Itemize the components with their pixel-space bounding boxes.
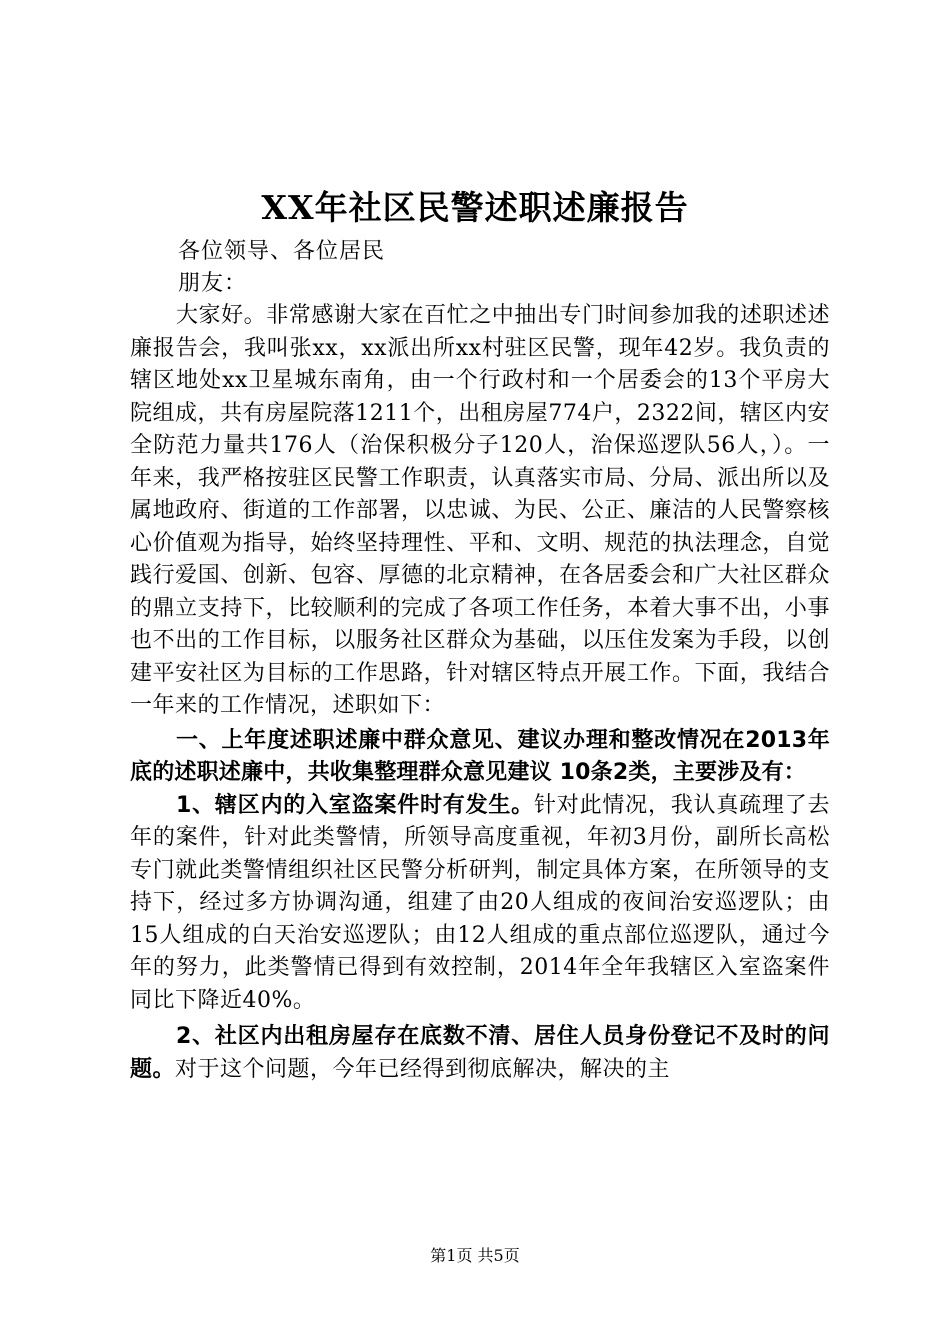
document-title: XX年社区民警述职述廉报告 (261, 188, 689, 227)
item-1-lead: 1、辖区内的入室盗案件时有发生。 (176, 792, 534, 818)
section-heading-1: 一、上年度述职述廉中群众意见、建议办理和整改情况在2013年底的述职述廉中，共收集整理群众意见建议 10条2类，主要涉及有： (130, 727, 830, 785)
document-body (130, 300, 830, 1086)
page-footer: 第1页 共5页 (430, 1246, 520, 1265)
item-2-paragraph (130, 1021, 830, 1086)
salutation-line-2: 朋友： (178, 271, 248, 296)
item-2-lead: 2、社区内出租房屋存在底数不清、居住人员身份登记不及时的问题。 (130, 1024, 830, 1082)
item-2-body: 对于这个问题，今年已经得到彻底解决，解决的主 (175, 1056, 671, 1082)
salutation-line-1: 各位领导、各位居民 (178, 239, 386, 264)
intro-paragraph: 大家好。非常感谢大家在百忙之中抽出专门时间参加我的述职述述廉报告会，我叫张xx，xx派出所xx村驻区民警，现年42岁。我负责的辖区地处xx卫星城东南角，由一个行政村和一个居委会的13个平房大院组成，共有房屋院落1211个，出租房屋774户，2322间，辖区内安全防范力量共176人（治保积极分子120人，治保巡逻队56人，）。一年来，我严格按驻区民警工作职责，认真落实市局、分局、派出所以及属地政府、街道的工作部署，以忠诚、为民、公正、廉洁的人民警察核心价值观为指导，始终坚持理性、平和、文明、规范的执法理念，自觉践行爱国、创新、包容、厚德的北京精神，在各居委会和广大社区群众的鼎立支持下，比较顺利的完成了各项工作任务，本着大事不出，小事也不出的工作目标，以服务社区群众为基础，以压住发案为手段，以创建平安社区为目标的工作思路，针对辖区特点开展工作。下面，我结合一年来的工作情况，述职如下： (130, 303, 830, 718)
item-1-body: 针对此情况，我认真疏理了去年的案件，针对此类警情，所领导高度重视，年初3月份，副所长高松专门就此类警情组织社区民警分析研判，制定具体方案，在所领导的支持下，经过多方协调沟通，组建了由20人组成的夜间治安巡逻队；由15人组成的白天治安巡逻队；由12人组成的重点部位巡逻队，通过今年的努力，此类警情已得到有效控制，2014年全年我辖区入室盗案件同比下降近40%。 (130, 792, 830, 1013)
item-1-paragraph (130, 790, 830, 1018)
